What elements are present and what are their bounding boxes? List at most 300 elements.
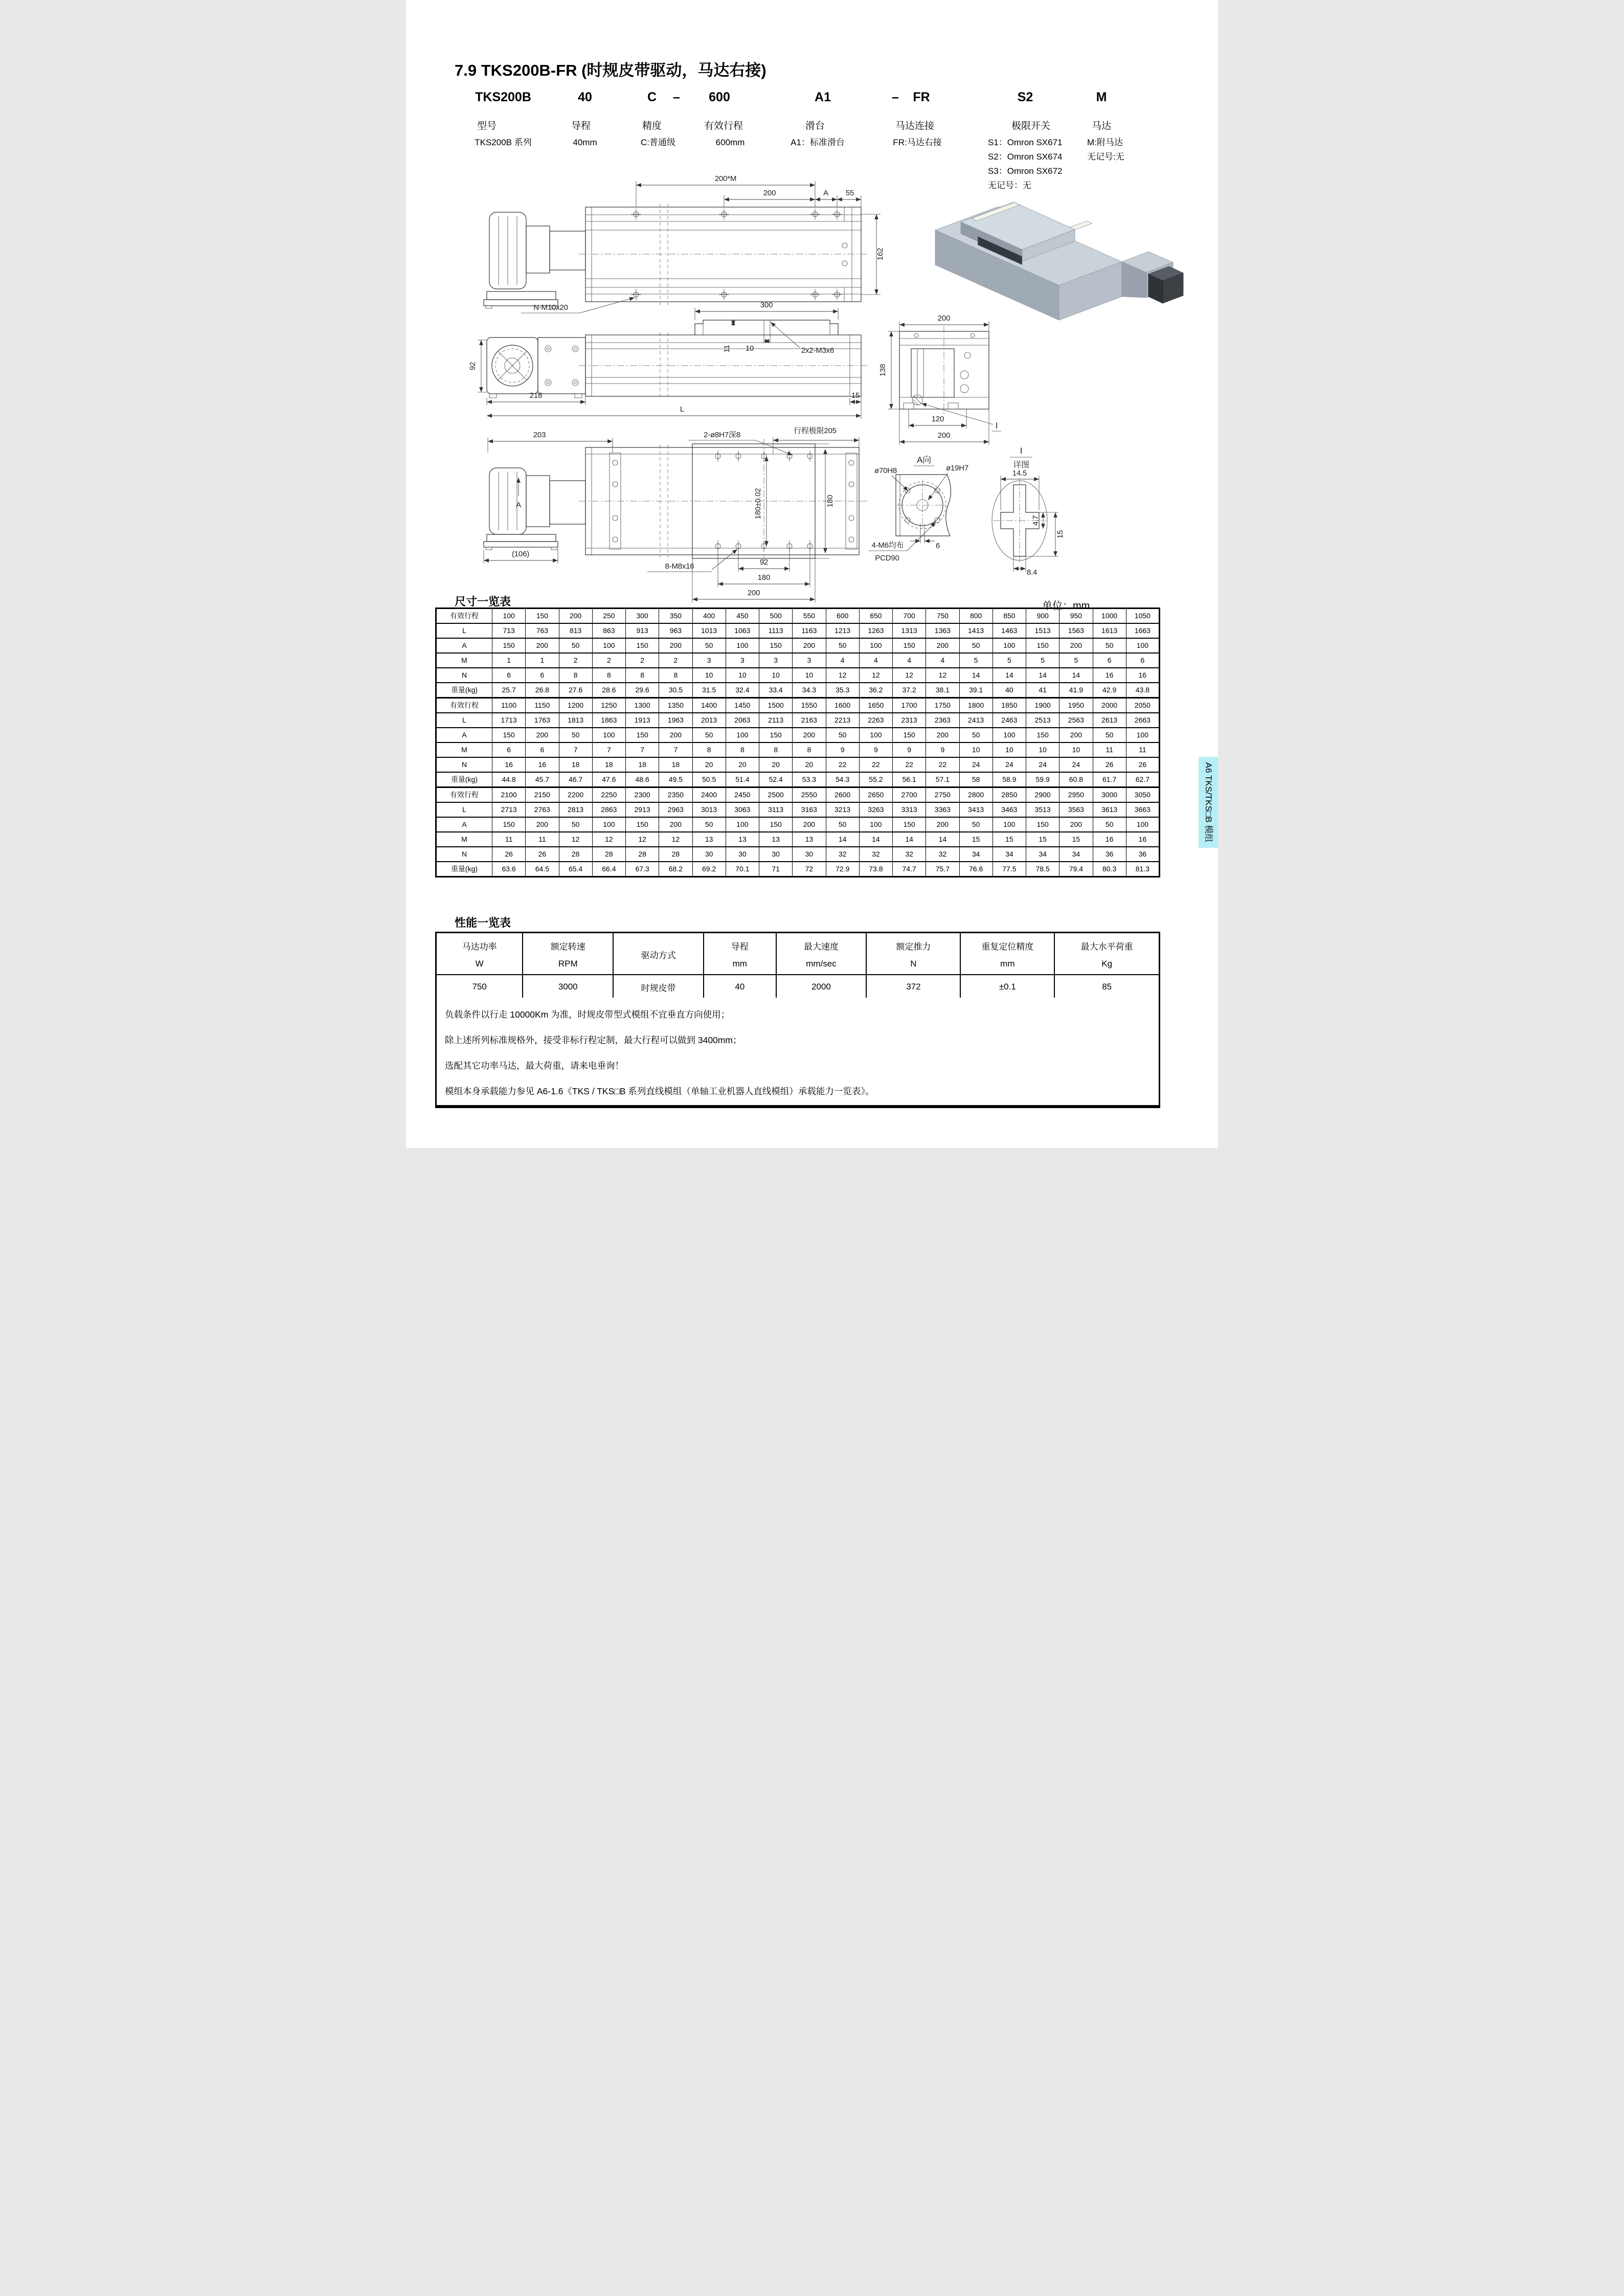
data-cell: 51.4 [726, 772, 759, 787]
data-cell: 200 [793, 638, 826, 653]
data-cell: 5 [959, 653, 993, 668]
page-title: 7.9 TKS200B-FR (时规皮带驱动，马达右接) [455, 61, 766, 79]
data-cell: 2450 [726, 787, 759, 803]
data-cell: 3263 [859, 802, 892, 817]
data-cell: 6 [1093, 653, 1126, 668]
data-cell: 1950 [1059, 698, 1093, 713]
data-cell: 3 [793, 653, 826, 668]
data-cell: 4 [826, 653, 859, 668]
data-cell: 7 [626, 742, 659, 757]
data-cell: 15 [959, 832, 993, 847]
data-cell: 12 [659, 832, 692, 847]
data-cell: 1313 [893, 623, 926, 638]
data-cell: 10 [1059, 742, 1093, 757]
data-cell: 72.9 [826, 862, 859, 877]
data-cell: 75.7 [926, 862, 959, 877]
data-cell: 1000 [1093, 609, 1126, 624]
data-cell: 150 [759, 728, 793, 742]
unit-label: 单位：mm [1042, 600, 1090, 612]
data-cell: 200 [659, 728, 692, 742]
data-cell: 32 [893, 847, 926, 862]
data-cell: 1413 [959, 623, 993, 638]
data-cell: 1 [526, 653, 559, 668]
row-header-cell: N [436, 668, 492, 683]
data-cell: 12 [859, 668, 892, 683]
row-header-cell: 重量(kg) [436, 772, 492, 787]
data-cell: 2963 [659, 802, 692, 817]
data-cell: 2 [659, 653, 692, 668]
label-pin-holes: 2-ø8H7深8 [704, 431, 740, 439]
data-cell: 38.1 [926, 683, 959, 698]
data-cell: 1600 [826, 698, 859, 713]
data-cell: 9 [859, 742, 892, 757]
data-cell: 100 [1126, 638, 1159, 653]
data-cell: 10 [726, 668, 759, 683]
data-cell: 2050 [1126, 698, 1159, 713]
data-cell: 39.1 [959, 683, 993, 698]
perf-col-drive: 驱动方式 [613, 933, 704, 975]
data-cell: 42.9 [1093, 683, 1126, 698]
switch-option-s2: S2：Omron SX674 [988, 152, 1063, 162]
data-cell: 49.5 [659, 772, 692, 787]
data-cell: 2463 [993, 713, 1026, 728]
data-cell: 100 [726, 638, 759, 653]
model-code-stroke: 600 [709, 90, 730, 104]
data-cell: 68.2 [659, 862, 692, 877]
data-cell: 1350 [659, 698, 692, 713]
motor-flange-face [487, 337, 585, 398]
data-cell: 1100 [492, 698, 526, 713]
data-cell: 15 [1026, 832, 1059, 847]
data-cell: 2000 [1093, 698, 1126, 713]
motor-option-m: M:附马达 [1087, 138, 1123, 147]
dim-138: 138 [878, 364, 887, 377]
data-cell: 8 [592, 668, 625, 683]
row-header-cell: A [436, 638, 492, 653]
data-cell: 2313 [893, 713, 926, 728]
data-cell: 2613 [1093, 713, 1126, 728]
data-cell: 150 [893, 728, 926, 742]
performance-value-row [436, 975, 1160, 1000]
data-cell: 100 [726, 817, 759, 832]
dim-55: 55 [845, 189, 854, 197]
data-cell: 2100 [492, 787, 526, 803]
row-header-cell: M [436, 742, 492, 757]
data-cell: 750 [926, 609, 959, 624]
switch-option-none: 无记号：无 [988, 181, 1031, 190]
data-cell: 2 [559, 653, 592, 668]
data-cell: 100 [993, 728, 1026, 742]
data-cell: 1213 [826, 623, 859, 638]
carriage-profile [695, 320, 838, 335]
perf-col-lead: 导程 mm [704, 933, 776, 975]
data-cell: 4 [893, 653, 926, 668]
data-cell: 3063 [726, 802, 759, 817]
dim-120: 120 [931, 415, 944, 423]
data-cell: 2663 [1126, 713, 1159, 728]
field-label-grade: 精度 [642, 121, 662, 131]
data-cell: 200 [526, 817, 559, 832]
dim-106: (106) [511, 550, 530, 558]
data-cell: 100 [1126, 817, 1159, 832]
model-code-switch: S2 [1017, 90, 1033, 104]
data-cell: 100 [859, 728, 892, 742]
field-label-switch: 极限开关 [1011, 121, 1051, 131]
data-cell: 813 [559, 623, 592, 638]
label-d70h8: ø70H8 [874, 466, 897, 475]
data-cell: 14 [1026, 668, 1059, 683]
data-cell: 6 [526, 668, 559, 683]
data-cell: 40 [993, 683, 1026, 698]
data-cell: 15 [993, 832, 1026, 847]
data-cell: 15 [1059, 832, 1093, 847]
model-code-dash1: – [673, 90, 680, 104]
data-cell: 55.2 [859, 772, 892, 787]
data-cell: 10 [793, 668, 826, 683]
data-cell: 56.1 [893, 772, 926, 787]
data-cell: 3 [759, 653, 793, 668]
switch-option-s3: S3：Omron SX672 [988, 166, 1063, 176]
dim-218: 218 [529, 391, 543, 400]
dimension-tables [435, 607, 1160, 877]
data-cell: 1800 [959, 698, 993, 713]
data-cell: 3113 [759, 802, 793, 817]
data-cell: 8 [793, 742, 826, 757]
dimension-table-block-2 [435, 697, 1160, 788]
data-cell: 100 [492, 609, 526, 624]
data-cell: 1650 [859, 698, 892, 713]
data-cell: 2600 [826, 787, 859, 803]
data-cell: 1850 [993, 698, 1026, 713]
data-cell: 2350 [659, 787, 692, 803]
table-row [436, 638, 1160, 653]
detail-a-title: A向 [917, 455, 931, 465]
data-cell: 10 [692, 668, 726, 683]
data-cell: 36 [1126, 847, 1159, 862]
data-cell: 30 [726, 847, 759, 862]
data-cell: 8 [559, 668, 592, 683]
model-code-series: TKS200B [475, 90, 531, 104]
data-cell: 100 [592, 728, 625, 742]
data-cell: 16 [492, 757, 526, 772]
dimension-table-block-3 [435, 786, 1160, 877]
data-cell: 1 [492, 653, 526, 668]
data-cell: 2850 [993, 787, 1026, 803]
data-cell: 50 [959, 638, 993, 653]
mount-holes-top [631, 209, 842, 220]
data-cell: 963 [659, 623, 692, 638]
data-cell: 11 [492, 832, 526, 847]
data-cell: 53.3 [793, 772, 826, 787]
data-cell: 50 [1093, 817, 1126, 832]
table-row [436, 772, 1160, 787]
perf-col-power: 马达功率 W [436, 933, 523, 975]
detail-i-ref: I [1020, 446, 1023, 456]
dim-200m: 200*M [714, 174, 737, 183]
table-row [436, 713, 1160, 728]
model-code-slider: A1 [815, 90, 831, 104]
data-cell: 200 [1059, 728, 1093, 742]
data-cell: 150 [759, 817, 793, 832]
data-cell: 46.7 [559, 772, 592, 787]
perf-value-power: 750 [436, 975, 523, 1000]
table-row [436, 832, 1160, 847]
data-cell: 1263 [859, 623, 892, 638]
data-cell: 200 [659, 817, 692, 832]
label-d19h7: ø19H7 [945, 464, 969, 472]
data-cell: 50 [1093, 638, 1126, 653]
data-cell: 67.3 [626, 862, 659, 877]
data-cell: 8 [692, 742, 726, 757]
data-cell: 33.4 [759, 683, 793, 698]
perf-col-repeatability: 重复定位精度 mm [960, 933, 1054, 975]
data-cell: 77.5 [993, 862, 1026, 877]
row-header-cell: 重量(kg) [436, 862, 492, 877]
data-cell: 12 [592, 832, 625, 847]
dim-8-4: 8.4 [1026, 568, 1037, 577]
data-cell: 10 [959, 742, 993, 757]
data-cell: 36 [1093, 847, 1126, 862]
data-cell: 2413 [959, 713, 993, 728]
data-cell: 850 [993, 609, 1026, 624]
data-cell: 26.8 [526, 683, 559, 698]
data-cell: 2400 [692, 787, 726, 803]
data-cell: 1050 [1126, 609, 1159, 624]
data-cell: 1063 [726, 623, 759, 638]
data-cell: 50 [826, 817, 859, 832]
table-row [436, 609, 1160, 624]
data-cell: 80.3 [1093, 862, 1126, 877]
data-cell: 2063 [726, 713, 759, 728]
model-code-dash2: – [892, 90, 899, 104]
data-cell: 200 [926, 638, 959, 653]
data-cell: 2500 [759, 787, 793, 803]
row-header-cell: 有效行程 [436, 698, 492, 713]
data-cell: 60.8 [1059, 772, 1093, 787]
data-cell: 50 [959, 817, 993, 832]
data-cell: 8 [659, 668, 692, 683]
model-code-grade: C [647, 90, 657, 104]
data-cell: 200 [659, 638, 692, 653]
data-cell: 59.9 [1026, 772, 1059, 787]
data-cell: 12 [559, 832, 592, 847]
row-header-cell: 有效行程 [436, 787, 492, 803]
data-cell: 1450 [726, 698, 759, 713]
row-header-cell: A [436, 817, 492, 832]
dim-4-7: 4.7 [1031, 515, 1040, 526]
data-cell: 3213 [826, 802, 859, 817]
data-cell: 200 [526, 638, 559, 653]
data-cell: 11 [1093, 742, 1126, 757]
data-cell: 2813 [559, 802, 592, 817]
bottom-view [484, 426, 867, 602]
data-cell: 2263 [859, 713, 892, 728]
data-cell: 2713 [492, 802, 526, 817]
data-cell: 5 [1026, 653, 1059, 668]
data-cell: 1663 [1126, 623, 1159, 638]
data-cell: 50.5 [692, 772, 726, 787]
data-cell: 3163 [793, 802, 826, 817]
data-cell: 150 [626, 638, 659, 653]
data-cell: 200 [526, 728, 559, 742]
data-cell: 28.6 [592, 683, 625, 698]
data-cell: 3313 [893, 802, 926, 817]
datasheet-page [406, 0, 1218, 1148]
side-view [468, 301, 867, 419]
data-cell: 20 [793, 757, 826, 772]
data-cell: 24 [1026, 757, 1059, 772]
data-cell: 73.8 [859, 862, 892, 877]
detail-view-a [869, 455, 968, 562]
dim-200: 200 [747, 589, 760, 597]
data-cell: 800 [959, 609, 993, 624]
data-cell: 2 [592, 653, 625, 668]
table-row [436, 817, 1160, 832]
data-cell: 50 [559, 817, 592, 832]
data-cell: 31.5 [692, 683, 726, 698]
data-cell: 62.7 [1126, 772, 1159, 787]
table-row [436, 742, 1160, 757]
data-cell: 1700 [893, 698, 926, 713]
data-cell: 200 [1059, 817, 1093, 832]
data-cell: 20 [692, 757, 726, 772]
table-row [436, 653, 1160, 668]
data-cell: 150 [893, 638, 926, 653]
data-cell: 6 [492, 668, 526, 683]
row-header-cell: L [436, 623, 492, 638]
motor-bottom-view [484, 468, 585, 550]
data-cell: 500 [759, 609, 793, 624]
data-cell: 1713 [492, 713, 526, 728]
note-custom-stroke: 除上述所列标准规格外，接受非标行程定制，最大行程可以做到 3400mm； [445, 1035, 742, 1045]
data-cell: 43.8 [1126, 683, 1159, 698]
data-cell: 32 [826, 847, 859, 862]
section-tab-label: A6 TKS/TKS□B 模组 [1204, 762, 1213, 843]
data-cell: 14 [1059, 668, 1093, 683]
data-cell: 1113 [759, 623, 793, 638]
label-n-m10x20: N-M10x20 [533, 303, 568, 312]
data-cell: 4 [859, 653, 892, 668]
data-cell: 8 [626, 668, 659, 683]
data-cell: 12 [926, 668, 959, 683]
motor-option-none: 无记号:无 [1087, 152, 1124, 162]
data-cell: 150 [492, 728, 526, 742]
data-cell: 1163 [793, 623, 826, 638]
data-cell: 2750 [926, 787, 959, 803]
data-cell: 14 [826, 832, 859, 847]
data-cell: 913 [626, 623, 659, 638]
data-cell: 2913 [626, 802, 659, 817]
data-cell: 1013 [692, 623, 726, 638]
data-cell: 24 [959, 757, 993, 772]
data-cell: 1250 [592, 698, 625, 713]
data-cell: 24 [993, 757, 1026, 772]
data-cell: 44.8 [492, 772, 526, 787]
data-cell: 863 [592, 623, 625, 638]
data-cell: 50 [559, 728, 592, 742]
data-cell: 150 [1026, 728, 1059, 742]
data-cell: 2863 [592, 802, 625, 817]
data-cell: 2200 [559, 787, 592, 803]
data-cell: 13 [759, 832, 793, 847]
data-cell: 100 [592, 638, 625, 653]
data-cell: 22 [926, 757, 959, 772]
perf-value-repeatability: ±0.1 [960, 975, 1054, 1000]
data-cell: 2950 [1059, 787, 1093, 803]
data-cell: 200 [793, 817, 826, 832]
data-cell: 12 [826, 668, 859, 683]
data-cell: 2563 [1059, 713, 1093, 728]
data-cell: 10 [993, 742, 1026, 757]
data-cell: 2700 [893, 787, 926, 803]
data-cell: 50 [559, 638, 592, 653]
data-cell: 65.4 [559, 862, 592, 877]
note-load-capacity-ref: 模组本身承载能力参见 A6-1.6《TKS / TKS□B 系列直线模组（单轴工业机器人直线模组）承载能力一览表》。 [445, 1086, 874, 1096]
data-cell: 2363 [926, 713, 959, 728]
data-cell: 650 [859, 609, 892, 624]
dim-92: 92 [759, 558, 769, 567]
data-cell: 8 [726, 742, 759, 757]
data-cell: 900 [1026, 609, 1059, 624]
data-cell: 18 [592, 757, 625, 772]
data-cell: 13 [726, 832, 759, 847]
data-cell: 16 [1093, 832, 1126, 847]
data-cell: 2163 [793, 713, 826, 728]
table-row [436, 728, 1160, 742]
data-cell: 6 [1126, 653, 1159, 668]
dim-11: 11 [723, 345, 731, 353]
data-cell: 50 [692, 817, 726, 832]
table-row [436, 668, 1160, 683]
data-cell: 14 [959, 668, 993, 683]
data-cell: 14 [893, 832, 926, 847]
data-cell: 32 [926, 847, 959, 862]
data-cell: 150 [492, 817, 526, 832]
data-cell: 200 [926, 817, 959, 832]
data-cell: 41 [1026, 683, 1059, 698]
data-cell: 34 [1059, 847, 1093, 862]
data-cell: 3413 [959, 802, 993, 817]
data-cell: 13 [692, 832, 726, 847]
data-cell: 3613 [1093, 802, 1126, 817]
data-cell: 9 [893, 742, 926, 757]
data-cell: 74.7 [893, 862, 926, 877]
perf-value-lead: 40 [704, 975, 776, 1000]
dim-10: 10 [745, 344, 754, 353]
data-cell: 30 [759, 847, 793, 862]
table-row [436, 623, 1160, 638]
dim-180-side: 180 [826, 494, 834, 508]
data-cell: 22 [859, 757, 892, 772]
perf-value-thrust: 372 [866, 975, 960, 1000]
data-cell: 1363 [926, 623, 959, 638]
dimension-table-block-1 [435, 607, 1160, 699]
data-cell: 24 [1059, 757, 1093, 772]
dim-l: L [680, 405, 685, 414]
model-code-motorconn: FR [913, 90, 930, 104]
table-row [436, 757, 1160, 772]
data-cell: 1750 [926, 698, 959, 713]
data-cell: 250 [592, 609, 625, 624]
perf-value-speed-rpm: 3000 [523, 975, 613, 1000]
data-cell: 26 [1126, 757, 1159, 772]
data-cell: 11 [1126, 742, 1159, 757]
data-cell: 763 [526, 623, 559, 638]
data-cell: 2800 [959, 787, 993, 803]
field-value-slider: A1：标准滑台 [791, 138, 845, 147]
detail-ref-i: I [995, 421, 998, 431]
data-cell: 20 [726, 757, 759, 772]
